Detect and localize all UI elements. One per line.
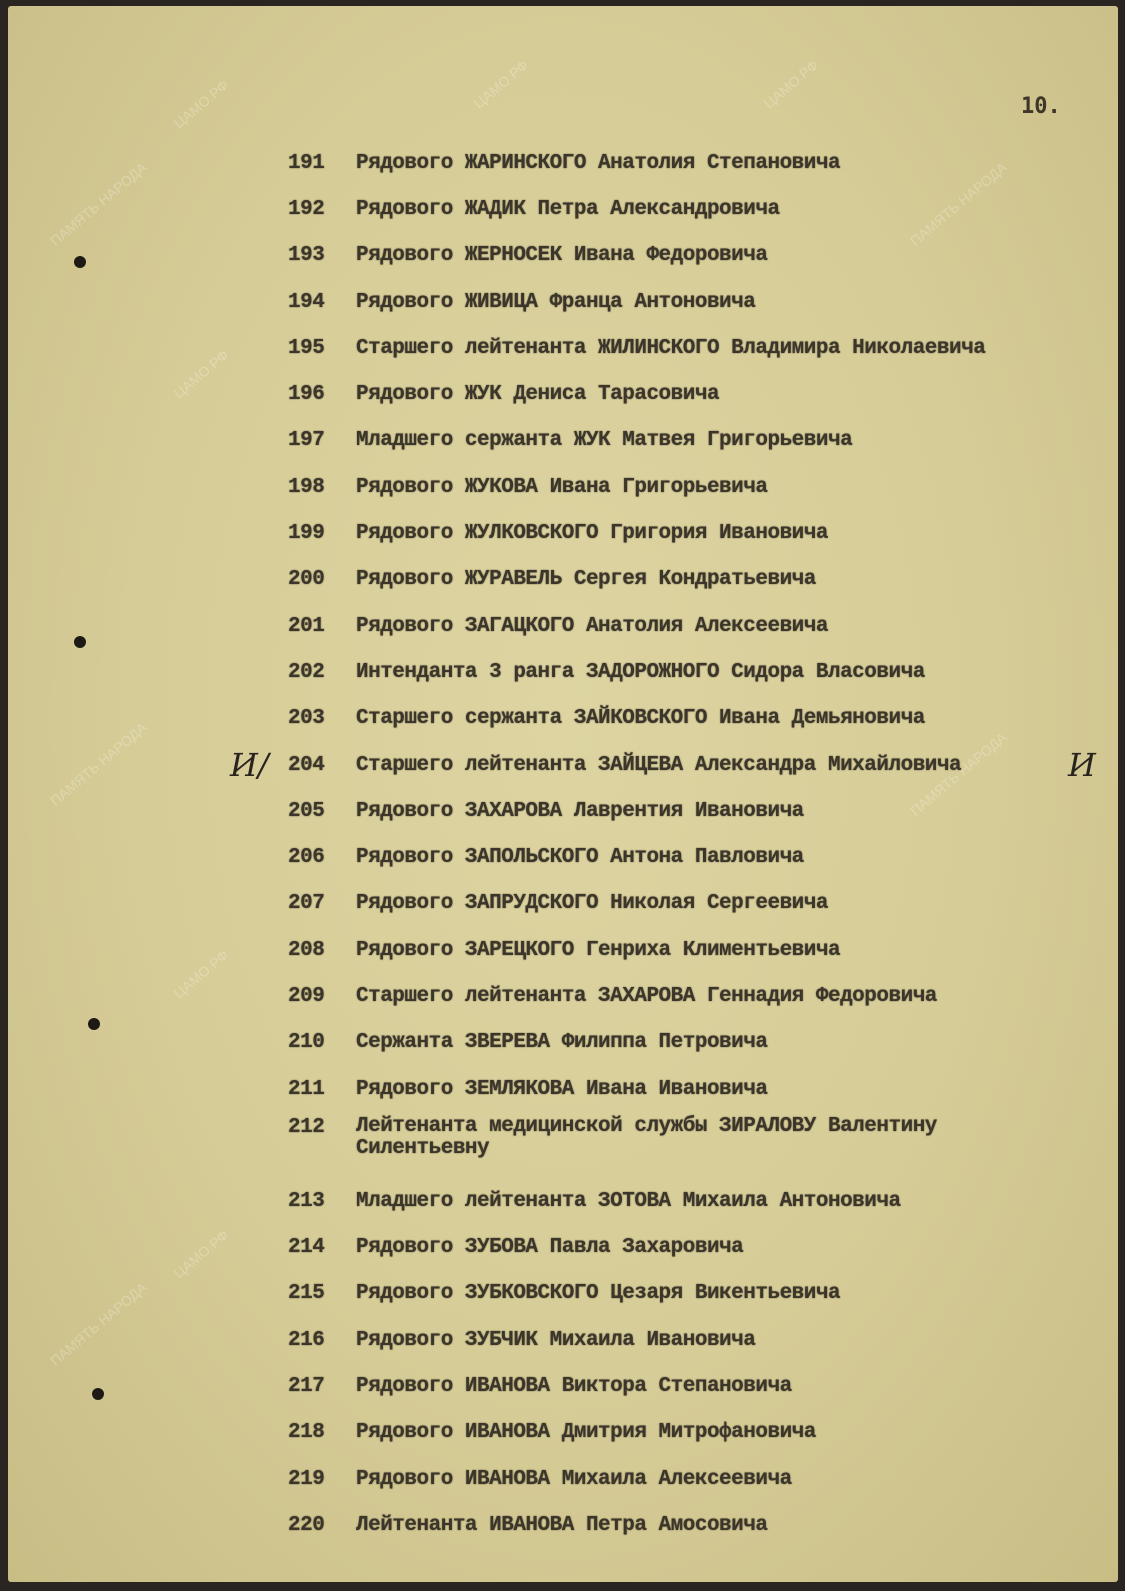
entry-number: 204: [288, 753, 325, 777]
entry-text: Старшего лейтенанта ЗАХАРОВА Геннадия Федоровича: [356, 984, 937, 1008]
list-item: [288, 186, 1108, 232]
entry-number: 205: [288, 799, 325, 823]
entry-text: Старшего лейтенанта ЖИЛИНСКОГО Владимира Николаевича: [356, 336, 986, 360]
entry-text: Рядового ЗЕМЛЯКОВА Ивана Ивановича: [356, 1077, 768, 1101]
list-item: [288, 1363, 1108, 1409]
entry-number: 202: [288, 660, 325, 684]
entry-number: 201: [288, 614, 325, 638]
list-item: [288, 1066, 1108, 1112]
list-item: [288, 279, 1108, 325]
list-item: [288, 881, 1108, 927]
list-item: [288, 1112, 1108, 1178]
entry-text: Рядового ЖИВИЦА Франца Антоновича: [356, 290, 756, 314]
list-item: [288, 1317, 1108, 1363]
entry-text: Рядового ЗАХАРОВА Лаврентия Ивановича: [356, 799, 804, 823]
entry-number: 193: [288, 244, 325, 268]
punch-hole: [92, 1388, 104, 1400]
entry-text: Рядового ЗУБКОВСКОГО Цезаря Викентьевича: [356, 1282, 841, 1306]
watermark: ЦАМО.РФ: [170, 946, 232, 1002]
entry-text: Лейтенанта медицинской службы ЗИРАЛОВУ Валентину Силентьевну: [356, 1115, 937, 1161]
entry-number: 195: [288, 336, 325, 360]
entry-number: 194: [288, 290, 325, 314]
watermark: ЦАМО.РФ: [470, 56, 532, 112]
entry-number: 210: [288, 1031, 325, 1055]
entry-number: 207: [288, 892, 325, 916]
list-item: [288, 742, 1108, 788]
watermark: ПАМЯТЬ НАРОДА: [46, 1279, 150, 1369]
list-item: [288, 510, 1108, 556]
watermark: ПАМЯТЬ НАРОДА: [906, 159, 1010, 249]
list-item: [288, 1271, 1108, 1317]
entry-text: Младшего лейтенанта ЗОТОВА Михаила Антоновича: [356, 1189, 901, 1213]
entry-text: Рядового ЖАРИНСКОГО Анатолия Степановича: [356, 151, 841, 175]
entry-text: Рядового ИВАНОВА Дмитрия Митрофановича: [356, 1421, 816, 1445]
entry-number: 200: [288, 568, 325, 592]
entry-number: 197: [288, 429, 325, 453]
entry-text: Рядового ЖУРАВЕЛЬ Сергея Кондратьевича: [356, 568, 816, 592]
entry-text: Старшего лейтенанта ЗАЙЦЕВА Александра Михайловича: [356, 753, 962, 777]
entry-number: 212: [288, 1116, 325, 1140]
entry-number: 214: [288, 1236, 325, 1260]
list-item: [288, 233, 1108, 279]
entry-number: 192: [288, 197, 325, 221]
punch-hole: [88, 1018, 100, 1030]
list-item: [288, 649, 1108, 695]
entry-number: 198: [288, 475, 325, 499]
award-list: [288, 140, 1108, 1549]
entry-text: Рядового ЖУКОВА Ивана Григорьевича: [356, 475, 768, 499]
entry-number: 220: [288, 1513, 325, 1537]
watermark: ПАМЯТЬ НАРОДА: [46, 159, 150, 249]
entry-number: 218: [288, 1421, 325, 1445]
list-item: [288, 464, 1108, 510]
entry-number: 196: [288, 383, 325, 407]
list-item: [288, 1020, 1108, 1066]
entry-text: Рядового ИВАНОВА Михаила Алексеевича: [356, 1467, 792, 1491]
watermark: ЦАМО.РФ: [170, 1226, 232, 1282]
entry-number: 199: [288, 522, 325, 546]
page-number: 10.: [1021, 94, 1061, 119]
entry-text: Рядового ЗАПРУДСКОГО Николая Сергеевича: [356, 892, 828, 916]
entry-number: 191: [288, 151, 325, 175]
entry-number: 213: [288, 1189, 325, 1213]
entry-text: Младшего сержанта ЖУК Матвея Григорьевича: [356, 429, 853, 453]
list-item: [288, 1225, 1108, 1271]
list-item: [288, 371, 1108, 417]
entry-text: Интенданта 3 ранга ЗАДОРОЖНОГО Сидора Власовича: [356, 660, 925, 684]
entry-text: Рядового ЗАПОЛЬСКОГО Антона Павловича: [356, 846, 804, 870]
entry-text: Рядового ЗАРЕЦКОГО Генриха Климентьевича: [356, 938, 841, 962]
entry-text: Рядового ЖУЛКОВСКОГО Григория Ивановича: [356, 522, 828, 546]
entry-number: 219: [288, 1467, 325, 1491]
list-item: [288, 1410, 1108, 1456]
list-item: [288, 834, 1108, 880]
entry-text: Рядового ЖУК Дениса Тарасовича: [356, 383, 720, 407]
entry-text: Рядового ЗУБОВА Павла Захаровича: [356, 1236, 744, 1260]
watermark: ПАМЯТЬ НАРОДА: [906, 729, 1010, 819]
entry-number: 208: [288, 938, 325, 962]
list-item: [288, 418, 1108, 464]
handwritten-mark-right: И: [1068, 746, 1096, 784]
document-page: [8, 6, 1118, 1582]
entry-text: Рядового ЖАДИК Петра Александровича: [356, 197, 780, 221]
entry-number: 215: [288, 1282, 325, 1306]
list-item: [288, 140, 1108, 186]
entry-number: 217: [288, 1375, 325, 1399]
entry-number: 211: [288, 1077, 325, 1101]
entry-number: 209: [288, 984, 325, 1008]
watermark: ПАМЯТЬ НАРОДА: [46, 719, 150, 809]
list-item: [288, 973, 1108, 1019]
punch-hole: [74, 256, 86, 268]
watermark: ЦАМО.РФ: [760, 56, 822, 112]
list-item: [288, 927, 1108, 973]
watermark: ЦАМО.РФ: [170, 346, 232, 402]
punch-hole: [74, 636, 86, 648]
entry-text: Сержанта ЗВЕРЕВА Филиппа Петровича: [356, 1031, 768, 1055]
list-item: [288, 603, 1108, 649]
entry-text: Старшего сержанта ЗАЙКОВСКОГО Ивана Демьяновича: [356, 707, 925, 731]
entry-text: Лейтенанта ИВАНОВА Петра Амосовича: [356, 1513, 768, 1537]
entry-text: Рядового ЗУБЧИК Михаила Ивановича: [356, 1328, 756, 1352]
entry-number: 203: [288, 707, 325, 731]
list-item: [288, 1456, 1108, 1502]
entry-number: 206: [288, 846, 325, 870]
entry-text: Рядового ЗАГАЦКОГО Анатолия Алексеевича: [356, 614, 828, 638]
handwritten-mark-left: И/: [230, 746, 269, 784]
list-item: [288, 1178, 1108, 1224]
list-item: [288, 696, 1108, 742]
entry-text: Рядового ЖЕРНОСЕК Ивана Федоровича: [356, 244, 768, 268]
entry-number: 216: [288, 1328, 325, 1352]
list-item: [288, 788, 1108, 834]
entry-text: Рядового ИВАНОВА Виктора Степановича: [356, 1375, 792, 1399]
list-item: [288, 325, 1108, 371]
list-item: [288, 1502, 1108, 1548]
watermark: ЦАМО.РФ: [170, 76, 232, 132]
list-item: [288, 557, 1108, 603]
